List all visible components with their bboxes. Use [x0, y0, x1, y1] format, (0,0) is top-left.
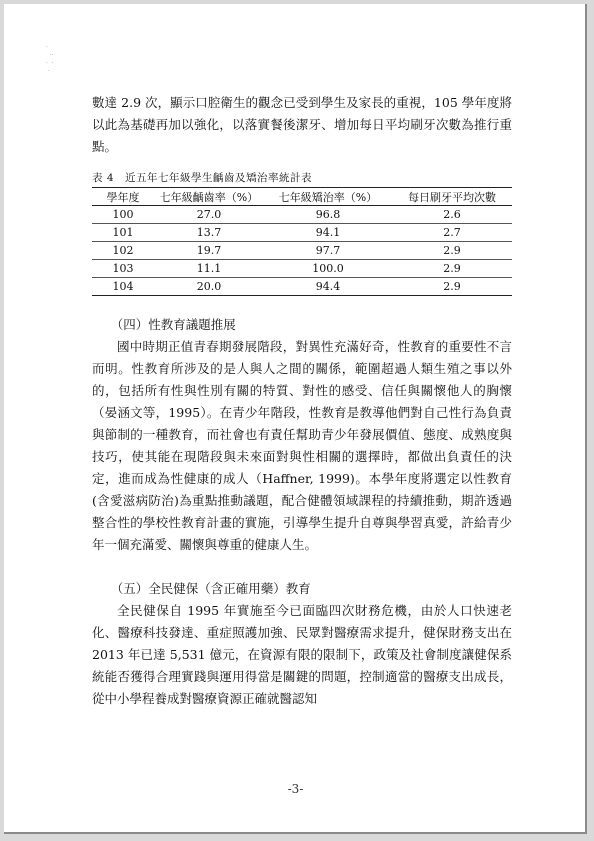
- document-page: [4, 4, 587, 834]
- scan-specks: · ·· · · ·: [46, 44, 54, 75]
- column-header: 七年級齲齒率（%）: [159, 190, 259, 204]
- table-cell: 2.9: [443, 244, 461, 257]
- table-cell: 103: [112, 262, 134, 275]
- table-cell: 102: [112, 244, 134, 257]
- table-row: [92, 224, 512, 242]
- column-header: 學年度: [106, 190, 140, 204]
- table-cell: 101: [112, 226, 134, 239]
- table-cell: 2.6: [443, 208, 461, 221]
- table-cell: 19.7: [196, 244, 222, 257]
- table-row: [92, 242, 512, 260]
- table-cell: 96.8: [315, 208, 341, 221]
- sex-education-paragraph: 國中時期正值青春期發展階段，對異性充滿好奇，性教育的重要性不言而明。性教育所涉及的是人與人之間的關係，範圍超過人類生殖之事以外的，包括所有性與性別有關的特質、對性的感受、信任與關懷他人的胸懷（晏涵文等，1995）。在青少年階段，性教育是教導他們對自己性行為負責與節制的一種教育，而社會也有責任幫助青少年發展價值、態度、成熟度與技巧，使其能在現階段與未來面對與性相關的選擇時，都做出負責任的決定，進而成為性健康的成人（Haffner, 1999)。本學年度將選定以性教育(含愛滋病防治)為重點推動議題，配合健體領域課程的持續推動，期許透過整合性的學校性教育計畫的實施，引導學生提升自尊與學習真愛，許給青少年一個充滿愛、關懷與尊重的健康人生。: [92, 339, 512, 552]
- health-insurance-paragraph: 全民健保自 1995 年實施至今已面臨四次財務危機，由於人口快速老化、醫療科技發達、重症照護加強、民眾對醫療需求提升，健保財務支出在 2013 年已達 5,531 億元，在資源有限的限制下，政策及社會制度讓健保系統能否獲得合理實踐與運用得當是關鍵的問題，控制適當的醫療支出成長，從中小學程養成對醫療資源正確就醫認知: [92, 603, 512, 706]
- table-cell: 13.7: [196, 226, 222, 239]
- section-heading-health-insurance: （五）全民健保（含正確用藥）教育: [110, 581, 311, 596]
- table-cell: 2.9: [443, 280, 461, 293]
- table-cell: 2.9: [443, 262, 461, 275]
- table-row: [92, 260, 512, 278]
- table-header-row: [92, 188, 512, 206]
- table-cell: 94.1: [315, 226, 341, 239]
- page-content: [92, 92, 512, 710]
- column-header: 七年級矯治率（%）: [278, 190, 378, 204]
- table-caption: 表 4 近五年七年級學生齲齒及矯治率統計表: [92, 172, 313, 184]
- caries-statistics-table: [92, 187, 512, 296]
- table-cell: 20.0: [196, 280, 222, 293]
- section-heading-sex-education: （四）性教育議題推展: [110, 317, 236, 332]
- table-cell: 27.0: [196, 208, 222, 221]
- intro-paragraph: 數達 2.9 次，顯示口腔衛生的觀念已受到學生及家長的重視，105 學年度將以此為基礎再加以強化，以落實餐後潔牙、增加每日平均刷牙次數為推行重點。: [92, 95, 512, 154]
- table-cell: 97.7: [315, 244, 341, 257]
- table-cell: 94.4: [315, 280, 341, 293]
- table-row: [92, 206, 512, 224]
- table-cell: 11.1: [196, 262, 222, 275]
- table-cell: 104: [112, 280, 134, 293]
- table-cell: 2.7: [443, 226, 461, 239]
- page-number: -3-: [287, 782, 304, 796]
- table-row: [92, 278, 512, 296]
- table-cell: 100: [112, 208, 134, 221]
- table-cell: 100.0: [312, 262, 344, 275]
- column-header: 每日刷牙平均次數: [408, 190, 496, 204]
